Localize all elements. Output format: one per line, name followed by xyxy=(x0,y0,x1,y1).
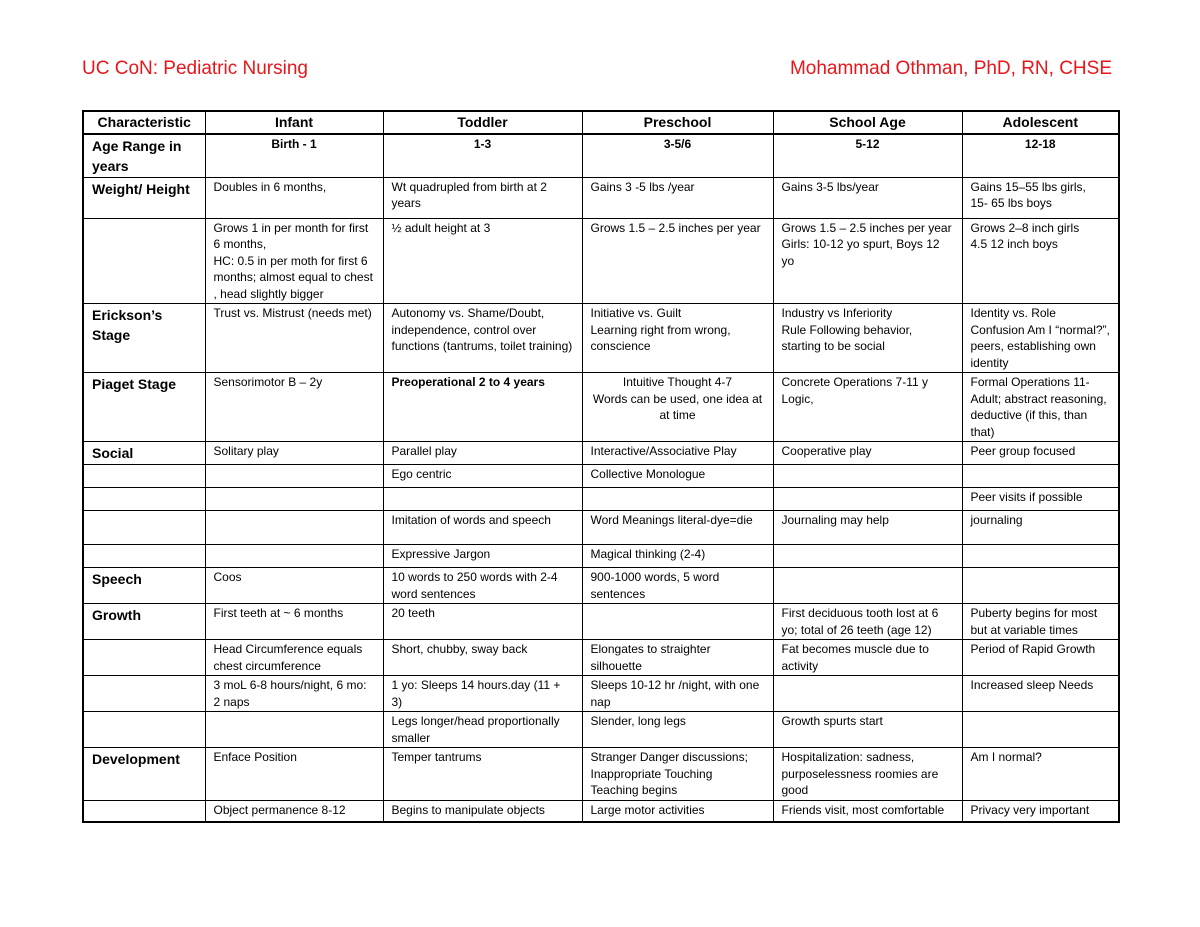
table-row xyxy=(83,488,1119,511)
row-label xyxy=(83,712,205,748)
table-cell: Birth - 1 xyxy=(205,134,383,178)
table-cell: Peer group focused xyxy=(962,442,1119,465)
table-cell: journaling xyxy=(962,511,1119,545)
table-cell: Fat becomes muscle due to activity xyxy=(773,640,962,676)
table-cell: Object permanence 8-12 xyxy=(205,800,383,822)
course-title: UC CoN: Pediatric Nursing xyxy=(82,58,308,79)
table-row xyxy=(83,373,1119,442)
row-label: Social xyxy=(83,442,205,465)
table-cell xyxy=(962,568,1119,604)
table-cell xyxy=(582,488,773,511)
table-cell: Increased sleep Needs xyxy=(962,676,1119,712)
table-cell: 3 moL 6-8 hours/night, 6 mo: 2 naps xyxy=(205,676,383,712)
table-cell: Grows 1.5 – 2.5 inches per year Girls: 10-12 yo spurt, Boys 12 yo xyxy=(773,218,962,304)
table-cell xyxy=(205,545,383,568)
table-cell: Journaling may help xyxy=(773,511,962,545)
table-cell: Friends visit, most comfortable xyxy=(773,800,962,822)
table-cell: Wt quadrupled from birth at 2 years xyxy=(383,177,582,218)
table-cell xyxy=(773,545,962,568)
table-cell: Am I normal? xyxy=(962,748,1119,801)
table-cell: Expressive Jargon xyxy=(383,545,582,568)
table-cell: Enface Position xyxy=(205,748,383,801)
table-cell: Gains 15–55 lbs girls, 15- 65 lbs boys xyxy=(962,177,1119,218)
table-cell: First deciduous tooth lost at 6 yo; total of 26 teeth (age 12) xyxy=(773,604,962,640)
development-table xyxy=(82,110,1120,823)
table-cell: First teeth at ~ 6 months xyxy=(205,604,383,640)
table-cell xyxy=(205,465,383,488)
row-label: Growth xyxy=(83,604,205,640)
table-cell: Stranger Danger discussions; Inappropriate Touching Teaching begins xyxy=(582,748,773,801)
table-row xyxy=(83,604,1119,640)
table-body xyxy=(83,134,1119,823)
table-cell: Puberty begins for most but at variable times xyxy=(962,604,1119,640)
row-label: Erickson’s Stage xyxy=(83,304,205,373)
row-label xyxy=(83,465,205,488)
column-header: School Age xyxy=(773,111,962,134)
table-cell: Solitary play xyxy=(205,442,383,465)
table-cell xyxy=(773,465,962,488)
table-cell: 1 yo: Sleeps 14 hours.day (11 + 3) xyxy=(383,676,582,712)
row-label: Weight/ Height xyxy=(83,177,205,218)
table-cell: Gains 3 -5 lbs /year xyxy=(582,177,773,218)
table-row xyxy=(83,304,1119,373)
table-cell xyxy=(205,712,383,748)
table-cell: Period of Rapid Growth xyxy=(962,640,1119,676)
table-cell xyxy=(205,488,383,511)
row-label: Speech xyxy=(83,568,205,604)
table-cell: Elongates to straighter silhouette xyxy=(582,640,773,676)
table-cell: Word Meanings literal-dye=die xyxy=(582,511,773,545)
row-label xyxy=(83,545,205,568)
table-cell: Peer visits if possible xyxy=(962,488,1119,511)
table-cell xyxy=(773,568,962,604)
table-cell: Sleeps 10-12 hr /night, with one nap xyxy=(582,676,773,712)
table-cell: Head Circumference equals chest circumference xyxy=(205,640,383,676)
row-label xyxy=(83,640,205,676)
table-row xyxy=(83,568,1119,604)
table-cell: Grows 1 in per month for first 6 months, HC: 0.5 in per moth for first 6 months; almost equal to chest , head slightly bigger xyxy=(205,218,383,304)
column-header: Infant xyxy=(205,111,383,134)
table-cell: Coos xyxy=(205,568,383,604)
table-cell xyxy=(383,488,582,511)
table-cell: Parallel play xyxy=(383,442,582,465)
table-cell: ½ adult height at 3 xyxy=(383,218,582,304)
row-label xyxy=(83,488,205,511)
table-cell: Preoperational 2 to 4 years xyxy=(383,373,582,442)
table-cell: Imitation of words and speech xyxy=(383,511,582,545)
table-cell: Short, chubby, sway back xyxy=(383,640,582,676)
row-label xyxy=(83,218,205,304)
table-cell: Ego centric xyxy=(383,465,582,488)
table-cell: Legs longer/head proportionally smaller xyxy=(383,712,582,748)
table-row xyxy=(83,712,1119,748)
table-row xyxy=(83,442,1119,465)
table-cell: Doubles in 6 months, xyxy=(205,177,383,218)
column-header: Toddler xyxy=(383,111,582,134)
header-row xyxy=(83,111,1119,134)
table-cell: Identity vs. Role Confusion Am I “normal?”, peers, establishing own identity xyxy=(962,304,1119,373)
table-cell: Magical thinking (2-4) xyxy=(582,545,773,568)
row-label: Piaget Stage xyxy=(83,373,205,442)
table-cell: Interactive/Associative Play xyxy=(582,442,773,465)
table-cell: Gains 3-5 lbs/year xyxy=(773,177,962,218)
table-cell: Cooperative play xyxy=(773,442,962,465)
author-name: Mohammad Othman, PhD, RN, CHSE xyxy=(789,58,1112,79)
table-cell xyxy=(205,511,383,545)
table-row xyxy=(83,800,1119,822)
table-cell: Collective Monologue xyxy=(582,465,773,488)
row-label: Development xyxy=(83,748,205,801)
table-cell: 12-18 xyxy=(962,134,1119,178)
table-cell: Industry vs Inferiority Rule Following behavior, starting to be social xyxy=(773,304,962,373)
row-label xyxy=(83,800,205,822)
table-cell xyxy=(962,545,1119,568)
table-cell: Sensorimotor B – 2y xyxy=(205,373,383,442)
table-row xyxy=(83,545,1119,568)
table-cell xyxy=(962,712,1119,748)
table-cell: Autonomy vs. Shame/Doubt, independence, control over functions (tantrums, toilet training) xyxy=(383,304,582,373)
column-header: Adolescent xyxy=(962,111,1119,134)
row-label xyxy=(83,676,205,712)
table-cell: Grows 1.5 – 2.5 inches per year xyxy=(582,218,773,304)
table-cell xyxy=(582,604,773,640)
table-cell: 1-3 xyxy=(383,134,582,178)
table-cell: 20 teeth xyxy=(383,604,582,640)
table-cell: 3-5/6 xyxy=(582,134,773,178)
table-cell: Grows 2–8 inch girls 4.5 12 inch boys xyxy=(962,218,1119,304)
table-cell: Large motor activities xyxy=(582,800,773,822)
table-row xyxy=(83,676,1119,712)
table-cell: Growth spurts start xyxy=(773,712,962,748)
table-cell xyxy=(773,488,962,511)
table-cell: Trust vs. Mistrust (needs met) xyxy=(205,304,383,373)
column-header: Characteristic xyxy=(83,111,205,134)
table-row xyxy=(83,748,1119,801)
table-cell: Slender, long legs xyxy=(582,712,773,748)
row-label xyxy=(83,511,205,545)
table-cell: Formal Operations 11-Adult; abstract reasoning, deductive (if this, than that) xyxy=(962,373,1119,442)
table-cell: Intuitive Thought 4-7 Words can be used, one idea at at time xyxy=(582,373,773,442)
column-header: Preschool xyxy=(582,111,773,134)
table-row xyxy=(83,177,1119,218)
table-cell: 900-1000 words, 5 word sentences xyxy=(582,568,773,604)
table-cell: Hospitalization: sadness, purposelessness roomies are good xyxy=(773,748,962,801)
table-row xyxy=(83,218,1119,304)
table-cell: Privacy very important xyxy=(962,800,1119,822)
table-row xyxy=(83,511,1119,545)
row-label: Age Range in years xyxy=(83,134,205,178)
table-row xyxy=(83,640,1119,676)
table-row xyxy=(83,134,1119,178)
table-row xyxy=(83,465,1119,488)
table-cell xyxy=(773,676,962,712)
table-cell: 10 words to 250 words with 2-4 word sentences xyxy=(383,568,582,604)
table-cell: Begins to manipulate objects xyxy=(383,800,582,822)
table-cell xyxy=(962,465,1119,488)
table-cell: 5-12 xyxy=(773,134,962,178)
table-cell: Concrete Operations 7-11 y Logic, xyxy=(773,373,962,442)
table-cell: Initiative vs. Guilt Learning right from wrong, conscience xyxy=(582,304,773,373)
table-cell: Temper tantrums xyxy=(383,748,582,801)
